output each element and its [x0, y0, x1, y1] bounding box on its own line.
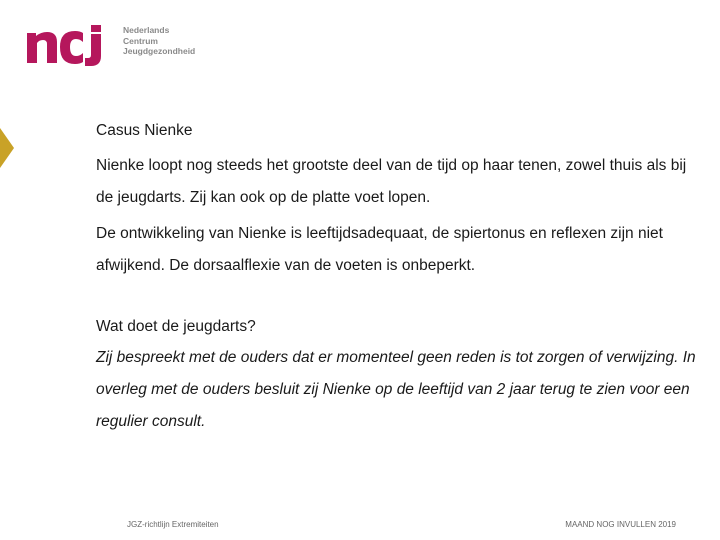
answer: Zij bespreekt met de ouders dat er momenteel geen reden is tot zorgen of verwijzing. In overleg met de ouders besluit zij Nienke op de leeftijd van 2 jaar terug te zien voor een regulier consult. — [96, 349, 696, 430]
gold-arrow-tab-icon — [0, 128, 14, 168]
paragraph-1: Nienke loopt nog steeds het grootste deel van de tijd op haar tenen, zowel thuis als bij de jeugdarts. Zij kan ook op de platte voet lopen. — [96, 157, 687, 206]
brand-name — [123, 25, 195, 57]
logo — [27, 25, 195, 67]
footer-left: JGZ-richtlijn Extremiteiten — [127, 520, 219, 529]
spacer — [96, 286, 701, 312]
brand-line-3: Jeugdgezondheid — [123, 46, 196, 56]
ncj-logo-icon — [27, 25, 117, 67]
footer-right: MAAND NOG INVULLEN 2019 — [565, 520, 676, 529]
brand-line-2: Centrum — [123, 35, 158, 46]
question: Wat doet de jeugdarts? — [96, 318, 256, 335]
paragraph-2: De ontwikkeling van Nienke is leeftijdsadequaat, de spiertonus en reflexen zijn niet afwijkend. De dorsaalflexie van de voeten is onbeperkt. — [96, 225, 663, 274]
slide-content — [96, 118, 701, 438]
brand-line-1: Nederlands — [123, 25, 170, 35]
slide-title: Casus Nienke — [96, 122, 193, 139]
